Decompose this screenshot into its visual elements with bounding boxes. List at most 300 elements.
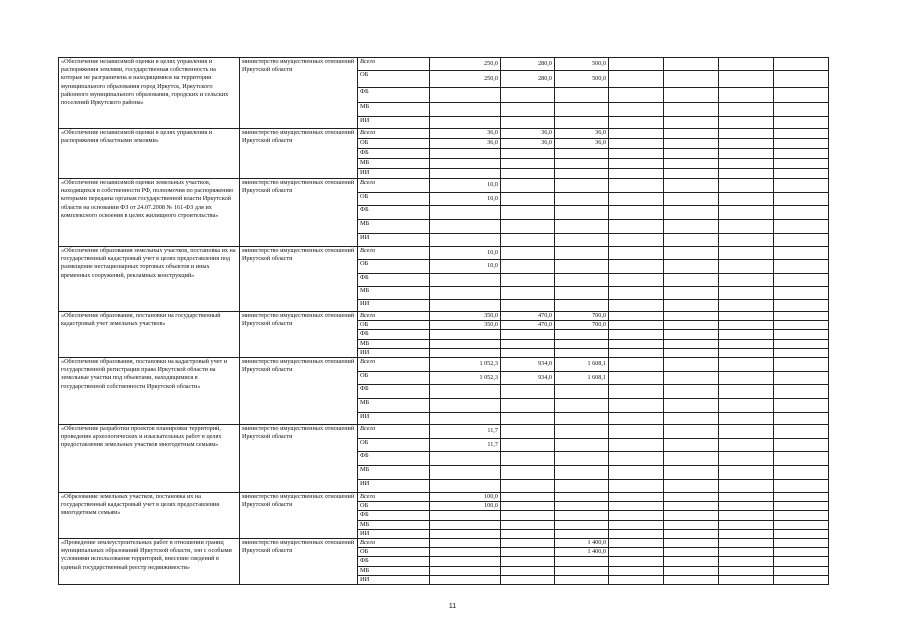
funding-source-cell: Всего (358, 58, 430, 71)
funding-source-cell: ИИ (358, 348, 430, 357)
program-table-sheet (58, 57, 828, 585)
amount-cell (501, 399, 555, 413)
amount-cell: 11,7 (430, 439, 501, 452)
amount-cell (555, 452, 609, 466)
executor-cell: министерство имущественных отношений Иркутской области (240, 312, 358, 358)
empty-cell (719, 300, 774, 312)
amount-cell (430, 385, 501, 399)
amount-cell (501, 260, 555, 274)
funding-source-cell: ИИ (358, 117, 430, 129)
amount-cell (501, 103, 555, 117)
empty-cell (664, 372, 719, 385)
funding-source-cell: Всего (358, 247, 430, 260)
amount-cell (501, 193, 555, 206)
empty-cell (609, 88, 664, 103)
empty-cell (664, 480, 719, 493)
empty-cell (774, 520, 829, 529)
empty-cell (719, 149, 774, 159)
amount-cell (501, 548, 555, 557)
amount-cell (501, 300, 555, 312)
empty-cell (609, 330, 664, 339)
funding-source-cell: ОБ (358, 439, 430, 452)
empty-cell (664, 159, 719, 169)
table-row (59, 247, 829, 260)
amount-cell (555, 260, 609, 274)
amount-cell (555, 274, 609, 287)
empty-cell (664, 548, 719, 557)
amount-cell: 36,0 (430, 139, 501, 149)
amount-cell (555, 88, 609, 103)
amount-cell (501, 480, 555, 493)
empty-cell (664, 520, 719, 529)
empty-cell (774, 348, 829, 357)
empty-cell (774, 234, 829, 247)
amount-cell (555, 466, 609, 480)
amount-cell (430, 520, 501, 529)
empty-cell (664, 149, 719, 159)
empty-cell (719, 385, 774, 399)
amount-cell: 100,0 (430, 493, 501, 502)
empty-cell (609, 480, 664, 493)
empty-cell (609, 566, 664, 575)
table-row (59, 129, 829, 139)
empty-cell (719, 358, 774, 372)
amount-cell: 1 400,0 (555, 548, 609, 557)
empty-cell (719, 71, 774, 88)
funding-source-cell: ОБ (358, 502, 430, 511)
empty-cell (609, 247, 664, 260)
amount-cell (430, 511, 501, 520)
empty-cell (609, 348, 664, 357)
table-row (59, 58, 829, 71)
activity-name-cell: «Обеспечение образования, постановки на кадастровый учет и государственной регистрации права Иркутской области на земельные участки под объектами, находящимися в государственной собственности Иркутской области» (59, 358, 240, 425)
amount-cell (430, 480, 501, 493)
empty-cell (664, 339, 719, 348)
empty-cell (719, 330, 774, 339)
amount-cell: 934,0 (501, 372, 555, 385)
table-row (59, 358, 829, 372)
empty-cell (774, 58, 829, 71)
amount-cell (430, 529, 501, 538)
funding-source-cell: ИИ (358, 575, 430, 584)
executor-cell: министерство имущественных отношений Иркутской области (240, 425, 358, 493)
empty-cell (609, 502, 664, 511)
empty-cell (774, 330, 829, 339)
amount-cell (555, 566, 609, 575)
empty-cell (609, 139, 664, 149)
empty-cell (774, 358, 829, 372)
empty-cell (774, 539, 829, 548)
empty-cell (719, 169, 774, 179)
amount-cell: 10,0 (430, 193, 501, 206)
empty-cell (774, 385, 829, 399)
empty-cell (719, 566, 774, 575)
amount-cell: 700,0 (555, 312, 609, 321)
amount-cell (430, 557, 501, 566)
table-row (59, 493, 829, 502)
empty-cell (609, 557, 664, 566)
empty-cell (774, 179, 829, 193)
amount-cell (430, 103, 501, 117)
empty-cell (664, 330, 719, 339)
empty-cell (719, 139, 774, 149)
empty-cell (609, 358, 664, 372)
empty-cell (774, 372, 829, 385)
empty-cell (774, 287, 829, 300)
empty-cell (774, 312, 829, 321)
empty-cell (609, 260, 664, 274)
amount-cell (430, 339, 501, 348)
empty-cell (719, 179, 774, 193)
empty-cell (774, 493, 829, 502)
amount-cell: 1 400,0 (555, 539, 609, 548)
amount-cell (555, 385, 609, 399)
empty-cell (609, 466, 664, 480)
empty-cell (609, 179, 664, 193)
funding-table (58, 57, 829, 585)
funding-source-cell: ФБ (358, 274, 430, 287)
amount-cell (501, 502, 555, 511)
amount-cell: 36,0 (501, 129, 555, 139)
activity-name-cell: «Проведение землеустроительных работ в отношении границ муниципальных образований Иркутской области, зон с особыми условиями использования территорий, внесение сведений в единый государственный реестр недвижимости» (59, 539, 240, 585)
funding-source-cell: ОБ (358, 260, 430, 274)
amount-cell (501, 385, 555, 399)
empty-cell (609, 399, 664, 413)
amount-cell (501, 493, 555, 502)
empty-cell (774, 321, 829, 330)
empty-cell (609, 103, 664, 117)
empty-cell (664, 117, 719, 129)
amount-cell (501, 179, 555, 193)
empty-cell (664, 466, 719, 480)
empty-cell (774, 103, 829, 117)
amount-cell: 1 052,3 (430, 358, 501, 372)
empty-cell (719, 520, 774, 529)
funding-source-cell: ИИ (358, 529, 430, 538)
amount-cell (555, 247, 609, 260)
empty-cell (719, 321, 774, 330)
empty-cell (774, 169, 829, 179)
funding-source-cell: МБ (358, 466, 430, 480)
amount-cell (430, 452, 501, 466)
empty-cell (719, 493, 774, 502)
amount-cell (555, 413, 609, 425)
empty-cell (664, 575, 719, 584)
empty-cell (609, 312, 664, 321)
amount-cell: 10,0 (430, 179, 501, 193)
funding-source-cell: МБ (358, 220, 430, 234)
amount-cell (430, 274, 501, 287)
empty-cell (664, 274, 719, 287)
amount-cell: 10,0 (430, 247, 501, 260)
empty-cell (719, 159, 774, 169)
empty-cell (719, 129, 774, 139)
funding-source-cell: МБ (358, 103, 430, 117)
empty-cell (609, 520, 664, 529)
funding-source-cell: Всего (358, 179, 430, 193)
empty-cell (719, 339, 774, 348)
empty-cell (774, 274, 829, 287)
empty-cell (609, 548, 664, 557)
empty-cell (719, 439, 774, 452)
amount-cell: 280,0 (501, 71, 555, 88)
amount-cell (430, 159, 501, 169)
empty-cell (774, 425, 829, 439)
empty-cell (664, 358, 719, 372)
amount-cell (430, 300, 501, 312)
amount-cell (430, 466, 501, 480)
empty-cell (664, 493, 719, 502)
amount-cell (555, 520, 609, 529)
amount-cell (430, 220, 501, 234)
empty-cell (664, 169, 719, 179)
amount-cell (501, 557, 555, 566)
empty-cell (774, 300, 829, 312)
funding-source-cell: Всего (358, 425, 430, 439)
amount-cell (430, 348, 501, 357)
empty-cell (719, 220, 774, 234)
empty-cell (664, 529, 719, 538)
funding-source-cell: ИИ (358, 234, 430, 247)
empty-cell (664, 300, 719, 312)
funding-source-cell: ОБ (358, 193, 430, 206)
executor-cell: министерство имущественных отношений Иркутской области (240, 358, 358, 425)
table-row (59, 539, 829, 548)
amount-cell (430, 88, 501, 103)
amount-cell (501, 117, 555, 129)
empty-cell (719, 548, 774, 557)
empty-cell (774, 439, 829, 452)
funding-source-cell: Всего (358, 312, 430, 321)
empty-cell (664, 511, 719, 520)
empty-cell (664, 385, 719, 399)
empty-cell (609, 169, 664, 179)
empty-cell (719, 117, 774, 129)
empty-cell (664, 502, 719, 511)
funding-source-cell: ОБ (358, 372, 430, 385)
amount-cell (501, 566, 555, 575)
amount-cell: 36,0 (430, 129, 501, 139)
empty-cell (664, 260, 719, 274)
empty-cell (609, 575, 664, 584)
amount-cell (555, 511, 609, 520)
amount-cell: 36,0 (555, 129, 609, 139)
activity-name-cell: «Образование земельных участков, постановка их на государственный кадастровый учет в целях предоставления многодетным семьям» (59, 493, 240, 539)
empty-cell (719, 372, 774, 385)
empty-cell (774, 247, 829, 260)
empty-cell (774, 452, 829, 466)
empty-cell (609, 58, 664, 71)
empty-cell (719, 511, 774, 520)
empty-cell (774, 139, 829, 149)
amount-cell (555, 493, 609, 502)
amount-cell (555, 220, 609, 234)
empty-cell (774, 193, 829, 206)
empty-cell (719, 480, 774, 493)
amount-cell: 10,0 (430, 260, 501, 274)
empty-cell (609, 220, 664, 234)
empty-cell (774, 575, 829, 584)
amount-cell: 250,0 (430, 71, 501, 88)
empty-cell (719, 348, 774, 357)
amount-cell (501, 520, 555, 529)
amount-cell (501, 206, 555, 220)
amount-cell (555, 557, 609, 566)
empty-cell (664, 129, 719, 139)
amount-cell: 1 608,1 (555, 372, 609, 385)
empty-cell (719, 557, 774, 566)
empty-cell (719, 260, 774, 274)
empty-cell (609, 539, 664, 548)
empty-cell (664, 193, 719, 206)
amount-cell (555, 339, 609, 348)
amount-cell (555, 425, 609, 439)
empty-cell (664, 220, 719, 234)
empty-cell (774, 129, 829, 139)
empty-cell (719, 529, 774, 538)
amount-cell (430, 149, 501, 159)
amount-cell: 280,0 (501, 58, 555, 71)
funding-source-cell: МБ (358, 566, 430, 575)
funding-source-cell: ОБ (358, 548, 430, 557)
amount-cell (501, 439, 555, 452)
empty-cell (664, 539, 719, 548)
empty-cell (609, 339, 664, 348)
table-row (59, 312, 829, 321)
empty-cell (609, 321, 664, 330)
empty-cell (609, 385, 664, 399)
empty-cell (664, 179, 719, 193)
amount-cell (555, 300, 609, 312)
amount-cell: 500,0 (555, 58, 609, 71)
amount-cell (501, 169, 555, 179)
amount-cell (501, 339, 555, 348)
empty-cell (664, 566, 719, 575)
funding-source-cell: ФБ (358, 88, 430, 103)
amount-cell (501, 159, 555, 169)
empty-cell (609, 206, 664, 220)
funding-source-cell: ФБ (358, 149, 430, 159)
empty-cell (719, 247, 774, 260)
executor-cell: министерство имущественных отношений Иркутской области (240, 129, 358, 179)
empty-cell (774, 548, 829, 557)
empty-cell (664, 247, 719, 260)
empty-cell (774, 206, 829, 220)
funding-source-cell: ИИ (358, 300, 430, 312)
amount-cell (501, 220, 555, 234)
amount-cell (501, 452, 555, 466)
amount-cell: 11,7 (430, 425, 501, 439)
activity-name-cell: «Обеспечение независимой оценки в целях управления и распоряжения областными землями» (59, 129, 240, 179)
empty-cell (609, 117, 664, 129)
funding-source-cell: ИИ (358, 413, 430, 425)
empty-cell (774, 480, 829, 493)
funding-source-cell: Всего (358, 539, 430, 548)
amount-cell (555, 439, 609, 452)
empty-cell (609, 529, 664, 538)
amount-cell: 36,0 (501, 139, 555, 149)
amount-cell (430, 539, 501, 548)
amount-cell: 250,0 (430, 58, 501, 71)
empty-cell (719, 413, 774, 425)
empty-cell (774, 117, 829, 129)
amount-cell (501, 529, 555, 538)
empty-cell (664, 399, 719, 413)
executor-cell: министерство имущественных отношений Иркутской области (240, 179, 358, 247)
funding-source-cell: Всего (358, 129, 430, 139)
activity-name-cell: «Обеспечение независимой оценки земельных участков, находящихся в собственности РФ, полномочия по распоряжению которыми переданы органам государственной власти Иркутской области на основании ФЗ от 24.07.2008 № 161-ФЗ для их комплексного освоения в целях жилищного строительства» (59, 179, 240, 247)
executor-cell: министерство имущественных отношений Иркутской области (240, 58, 358, 129)
empty-cell (719, 452, 774, 466)
amount-cell (501, 149, 555, 159)
funding-source-cell: ИИ (358, 480, 430, 493)
empty-cell (774, 71, 829, 88)
funding-source-cell: МБ (358, 339, 430, 348)
funding-source-cell: МБ (358, 520, 430, 529)
empty-cell (664, 425, 719, 439)
empty-cell (609, 287, 664, 300)
empty-cell (774, 260, 829, 274)
funding-source-cell: МБ (358, 287, 430, 300)
funding-source-cell: ОБ (358, 139, 430, 149)
executor-cell: министерство имущественных отношений Иркутской области (240, 493, 358, 539)
amount-cell (501, 88, 555, 103)
amount-cell (555, 502, 609, 511)
activity-name-cell: «Обеспечение образования, постановки на государственный кадастровый учет земельных участков» (59, 312, 240, 358)
empty-cell (719, 88, 774, 103)
empty-cell (719, 399, 774, 413)
amount-cell (555, 287, 609, 300)
empty-cell (774, 339, 829, 348)
amount-cell (430, 399, 501, 413)
empty-cell (719, 466, 774, 480)
amount-cell (430, 169, 501, 179)
empty-cell (719, 58, 774, 71)
funding-source-cell: ОБ (358, 321, 430, 330)
amount-cell (555, 206, 609, 220)
amount-cell: 350,0 (430, 312, 501, 321)
amount-cell (501, 234, 555, 247)
empty-cell (609, 511, 664, 520)
amount-cell (430, 117, 501, 129)
amount-cell (501, 247, 555, 260)
empty-cell (609, 149, 664, 159)
empty-cell (609, 234, 664, 247)
empty-cell (609, 452, 664, 466)
empty-cell (664, 452, 719, 466)
empty-cell (774, 399, 829, 413)
empty-cell (719, 425, 774, 439)
amount-cell (501, 466, 555, 480)
empty-cell (609, 300, 664, 312)
amount-cell (430, 287, 501, 300)
empty-cell (609, 129, 664, 139)
amount-cell: 1 608,1 (555, 358, 609, 372)
empty-cell (664, 287, 719, 300)
empty-cell (664, 139, 719, 149)
amount-cell: 934,0 (501, 358, 555, 372)
empty-cell (774, 557, 829, 566)
empty-cell (609, 71, 664, 88)
empty-cell (719, 193, 774, 206)
empty-cell (664, 557, 719, 566)
page-number: 11 (448, 603, 457, 610)
funding-source-cell: ОБ (358, 71, 430, 88)
amount-cell (501, 274, 555, 287)
empty-cell (664, 88, 719, 103)
empty-cell (609, 274, 664, 287)
activity-name-cell: «Обеспечение независимой оценки в целях управления и распоряжения землями, государственная собственность на которые не разграничена и находящимися на территории муниципального образования город Иркутск, Иркутского районного муниципального образования, городских и сельских поселений Иркутского района» (59, 58, 240, 129)
